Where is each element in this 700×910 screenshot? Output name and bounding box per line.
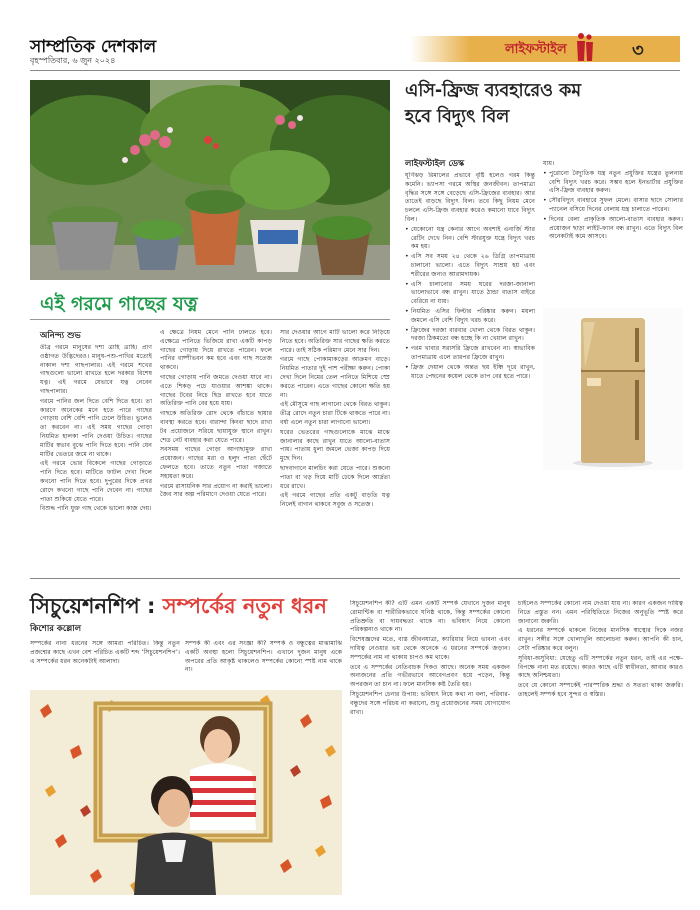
potted-plants-photo: [30, 80, 390, 280]
paragraph: গাছকে অতিরিক্ত রোদ থেকে বাঁচাতে ছায়ার ব্যবস্থা করতে হবে। বারান্দা কিংবা ছাদে রাখা টব প্রয়োজনে সরিয়ে ছায়াযুক্ত স্থানে রাখুন। শেড নেট ব্যবহার করা যেতে পারে।: [160, 410, 272, 444]
couple-logo-icon: [575, 32, 595, 62]
paragraph: সিচুয়েশনশিপ চেনার উপায়: ভবিষ্যৎ নিয়ে কথা না বলা, পরিবার-বন্ধুদের সঙ্গে পরিচয় না করানো, শুধু প্রয়োজনের সময় যোগাযোগ রাখা।: [350, 690, 510, 716]
paragraph: তবে যে কোনো সম্পর্কেই পারস্পরিক শ্রদ্ধা ও সততা থাকা জরুরি। তাহলেই সম্পর্ক হবে সুন্দর ও স্বস্তির।: [518, 682, 683, 698]
garden-column-2: [160, 329, 272, 570]
paragraph: গরমে পানির জল দিতে বেশি দিতে হবে। তা কারণে অনেকের মনে হতে পারে গাছের গোড়ায় বেশি বেশি পানি ঢেলে উচিত। ভুলেও তা করবেন না। এই সময় গাছের গোড়া নিয়মিত হালকা পানি দেওয়া উচিত। গাছের মাটির স্বভাব বুঝে পানি দিতে হবে। পানি যেন মাটির ভেতরে জমে না থাকে।: [40, 397, 152, 458]
paragraph: এই মৌসুমে গাছ লাগানো থেকে বিরত থাকুন। তীব্র রোদে নতুন চারা টিকে থাকতে পারে না। বর্ষা এলে নতুন চারা লাগানো ভালো।: [280, 401, 390, 426]
situationship-column-4: [518, 600, 683, 900]
paragraph: বিশুদ্ধ পানি যুক্ত গাছ থেকে ভালো কাজ দেয়।: [40, 505, 152, 513]
paragraph: ঘূর্ণিঝড় রিমালের প্রভাবে বৃষ্টি হলেও গরম কিন্তু কমেনি। ভ্যাপসা গরমে অস্থির জনজীবন। তাপমাত্রা বৃদ্ধির সঙ্গে সঙ্গে বেড়েছে এসি-ফ্রিজের ব্যবহার। আর তাতেই বাড়ছে বিদ্যুৎ বিল। তবে কিছু নিয়ম মেনে চললে এসি-ফ্রিজ ব্যবহার করেও কমানো যাবে বিদ্যুৎ বিল।: [405, 172, 535, 223]
paragraph: গরমে গাছে পোকামাকড়ের আক্রমণ বাড়ে। নিয়মিত পাতার দুই পাশ পরীক্ষা করুন। পোকা দেখা দিলে নিমের তেল পানিতে মিশিয়ে স্প্রে করতে পারেন। এতে গাছের কোনো ক্ষতি হয় না।: [280, 356, 390, 399]
situationship-column-3: [350, 600, 510, 900]
paragraph: ছাদবাগানে মালচিং করা যেতে পারে। শুকনো পাতা বা খড় দিয়ে মাটি ঢেকে দিলে আর্দ্রতা ধরে রাখে।: [280, 464, 390, 490]
section-name: লাইফস্টাইল: [505, 42, 567, 57]
list-item: • ফ্রিজের দরজা বারবার খোলা থেকে বিরত থাকুন। দরজা ঠিকমতো বন্ধ হচ্ছে কি না খেয়াল রাখুন।: [405, 327, 535, 345]
issue-date: বৃহস্পতিবার, ৬ জুন ২০২৪: [30, 56, 116, 65]
situationship-column-2: [185, 640, 342, 686]
page-number: ৩: [632, 40, 644, 61]
paragraph: যায়।: [543, 160, 555, 167]
couple-photo: [30, 690, 342, 895]
list-item: • পুরোনো বৈদ্যুতিক যন্ত্র নতুন প্রযুক্তির যন্ত্রের তুলনায় বেশি বিদ্যুৎ খরচ করে। সম্ভব হলে ইনভার্টার প্রযুক্তির এসি-ফ্রিজ ব্যবহার করুন।: [543, 170, 683, 196]
paragraph: এ ক্ষেত্রে নিয়ম মেনে পানি ঢালতে হবে। এক্ষেত্রে পানিতে ভিজিয়ে রাখা একটি কাপড় গাছের গোড়ায় দিয়ে রাখতে পারেন। ফলে পানির বাষ্পীভবন কম হবে এবং গাছ সতেজ থাকবে।: [160, 329, 272, 372]
list-item: • এসি চালানোর সময় ঘরের দরজা-জানালা ভালোভাবে বন্ধ রাখুন। যাতে ঠান্ডা বাতাস বাইরে বেরিয়ে না যায়।: [405, 281, 535, 307]
paragraph: সিচুয়েশনশিপ কী? এটি এমন একটি সম্পর্ক যেখানে দুজন মানুষ রোমান্টিক বা শারীরিকভাবে ঘনিষ্ঠ থাকে, কিন্তু সম্পর্কের কোনো প্রতিশ্রুতি বা দায়বদ্ধতা থাকে না। ভবিষ্যৎ নিয়ে কোনো পরিকল্পনাও থাকে না।: [350, 600, 510, 634]
situationship-column-1: [30, 640, 180, 686]
ac-column-2: [543, 160, 683, 300]
paragraph: ঘরের ভেতরের গাছগুলোকে মাঝে মাঝে জানালার কাছে রাখুন যাতে আলো-বাতাস পায়। পাতায় ধুলা জমলে ভেজা কাপড় দিয়ে মুছে দিন।: [280, 428, 390, 463]
paragraph: সুবিধা-অসুবিধা: যেহেতু এটি সম্পর্কের নতুন ধরন, তাই এর পক্ষে-বিপক্ষে নানা মত রয়েছে। কারও কাছে এটি স্বাধীনতা, আবার কারও কাছে অনিশ্চয়তা।: [518, 654, 683, 680]
garden-headline-rule: [30, 319, 390, 320]
masthead: সাম্প্রতিক দেশকাল: [30, 37, 157, 57]
paragraph: এই গরমে গাছের প্রতি একটু বাড়তি যত্ন নিলেই বাগান থাকবে সবুজ ও সতেজ।: [280, 492, 390, 509]
ac-headline-line-1: এসি-ফ্রিজ ব্যবহারেও কম: [405, 81, 582, 101]
ac-headline-line-2: হবে বিদ্যুৎ বিল: [405, 107, 510, 127]
paragraph: সম্পর্ক কী এবং এর সংজ্ঞা কী? সম্পর্ক ও বন্ধুত্বের মাঝামাঝি একটি অবস্থা হলো সিচুয়েশনশিপ। এখানে দুজন মানুষ একে অপরের প্রতি আকৃষ্ট থাকলেও সম্পর্কের কোনো স্পষ্ট নাম থাকে না।: [185, 640, 342, 674]
list-item: • গরম খাবার সরাসরি ফ্রিজে রাখবেন না। স্বাভাবিক তাপমাত্রায় এলে তারপর ফ্রিজে রাখুন।: [405, 345, 535, 363]
paragraph: এই গরমে ভোর বিকেলে গাছের গোড়াতে পানি দিতে হবে। মাটিতে ফাটল দেখা দিলে কখনো পানি দিতে হবে। দুপুরের দিকে প্রখর রোদে কখনো গাছে পানি দেবেন না। গাছের পাতা শুকিয়ে যেতে পারে।: [40, 460, 152, 503]
paragraph: চাইলেও সম্পর্কের কোনো নাম দেওয়া যায় না। কারণ একজন দায়িত্ব নিতে প্রস্তুত নন। এমন পরিস্থিতিতে নিজের অনুভূতি স্পষ্ট করে জানানো জরুরি।: [518, 600, 683, 625]
paragraph: সার দেওয়ার আগে মাটি ভালো করে নিড়িয়ে নিতে হবে। অতিরিক্ত সার গাছের ক্ষতি করতে পারে। তাই সঠিক পরিমাণ মেনে সার দিন।: [280, 329, 390, 354]
ac-tips-list: [405, 226, 535, 382]
ac-tips-list-2: [543, 170, 683, 242]
list-item: • দিনের বেলা প্রাকৃতিক আলো-বাতাস ব্যবহার করুন। প্রয়োজন ছাড়া লাইট-ফ্যান বন্ধ রাখুন। এতে বিদ্যুৎ বিল অনেকটাই কমে আসবে।: [543, 216, 683, 242]
ac-headline: [405, 78, 685, 130]
ac-column-1: [405, 172, 535, 570]
garden-column-3: [280, 329, 390, 570]
section-rule: [30, 578, 680, 579]
paragraph: সবসময় গাছের গোড়া আগাছামুক্ত রাখা প্রয়োজন। গাছের মরা ও হলুদ পাতা ছেঁটে ফেলতে হবে। তাতে নতুন পাতা গজাতে সহায়তা করে।: [160, 446, 272, 480]
paragraph: বিশেষজ্ঞদের মতে, ব্যস্ত জীবনযাত্রা, ক্যারিয়ার নিয়ে ভাবনা এবং দায়িত্ব নেওয়ার ভয় থেকে অনেকে এ ধরনের সম্পর্কে জড়ান। সম্পর্কের নাম না থাকায় চাপও কম থাকে।: [350, 636, 510, 661]
paragraph: সম্পর্কের নানা ধরনের সঙ্গে আমরা পরিচিত। কিন্তু নতুন প্রজন্মের কাছে এখন বেশ পরিচিত একটি শব্দ ‘সিচুয়েশনশিপ’। এ সম্পর্কের ধরন অনেকটাই আলাদা।: [30, 640, 180, 665]
situationship-headline-subtitle: সম্পর্কের নতুন ধরন: [162, 594, 327, 618]
garden-column-1: [40, 344, 152, 570]
situationship-headline: [30, 590, 327, 625]
header-rule: [30, 70, 680, 71]
list-item: • সৌরবিদ্যুৎ ব্যবহারে সুফল মেলে। বাসার ছাদে সোলার প্যানেল বসিয়ে দিনের বেলায় যন্ত্র চালাতে পারেন।: [543, 197, 683, 215]
paragraph: গরমে রাসায়নিক সার প্রয়োগ না করাই ভালো। জৈব সার অল্প পরিমাণে দেওয়া যেতে পারে।: [160, 482, 272, 499]
situationship-headline-term: সিচুয়েশনশিপ :: [30, 594, 163, 618]
paragraph: গাছের গোড়ায় পানি জমতে দেওয়া যাবে না। এতে শিকড় পচে যাওয়ার আশঙ্কা থাকে। গাছের টবের নিচে ছিদ্র রাখতে হবে যাতে অতিরিক্ত পানি বের হয়ে যায়।: [160, 373, 272, 408]
list-item: • ফ্রিজ দেয়াল থেকে অন্তত ছয় ইঞ্চি দূরে রাখুন, যাতে পেছনের কয়েল থেকে তাপ বের হতে পারে।: [405, 364, 535, 382]
paragraph: এ ধরনের সম্পর্কে থাকলে নিজের মানসিক স্বাস্থ্যের দিকে নজর রাখুন। সঙ্গীর সঙ্গে খোলাখুলি আলোচনা করুন। আপনি কী চান, সেটা পরিষ্কার করে বলুন।: [518, 627, 683, 652]
garden-headline: এই গরমে গাছের যত্ন: [40, 293, 198, 315]
paragraph: তবে এ সম্পর্কের নেতিবাচক দিকও আছে। অনেক সময় একজন অন্যজনের প্রতি গভীরভাবে আবেগপ্রবণ হয়ে পড়েন, কিন্তু অপরজন তা চান না। ফলে মানসিক কষ্ট তৈরি হয়।: [350, 663, 510, 689]
list-item: • নিয়মিত এসির ফিল্টার পরিষ্কার করুন। ময়লা জমলে এসি বেশি বিদ্যুৎ খরচ করে।: [405, 308, 535, 326]
ac-byline: লাইফস্টাইল ডেস্ক: [405, 159, 465, 169]
list-item: • এসি সব সময় ২৪ থেকে ২৬ ডিগ্রি তাপমাত্রায় চালানো ভালো। এতে বিদ্যুৎ সাশ্রয় হয় এবং শরীরের জন্যও আরামদায়ক।: [405, 253, 535, 279]
page-header: [0, 0, 700, 76]
paragraph: তীব্র গরমে মানুষের দশা ত্রাহি ত্রাহি। প্রাণ ওষ্ঠাগত উদ্ভিদেরও। মানুষ-পশু-পাখির মতোই নাকাল দশা গাছপালার। এই গরমে শখের গাছগুলো ভালো রাখতে হলে দরকার বিশেষ যত্ন। এই গরমে যেভাবে যত্ন নেবেন গাছপালার।: [40, 344, 152, 395]
garden-byline: অনিন্দ্য শুভ: [40, 331, 81, 341]
refrigerator-photo: [543, 308, 683, 470]
list-item: • যেকোনো যন্ত্র কেনার আগে অবশ্যই এনার্জি স্টার রেটিং দেখে নিন। বেশি স্টারযুক্ত যন্ত্রে বিদ্যুৎ খরচ কম হয়।: [405, 226, 535, 252]
situationship-byline: কিশোর কল্লোল: [30, 624, 82, 634]
